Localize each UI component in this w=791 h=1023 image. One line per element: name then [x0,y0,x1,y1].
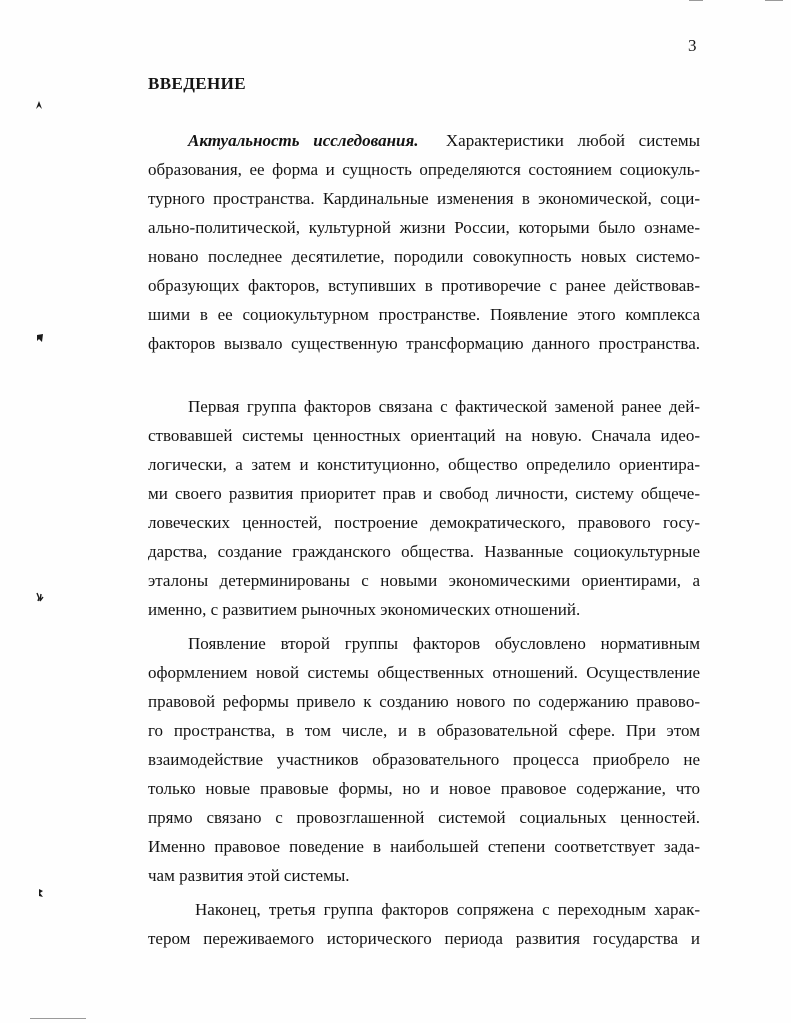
text-line: ально-политической, культурной жизни России, которыми было ознаме- [148,218,700,237]
text-line: эталоны детерминированы с новыми экономическими ориентирами, а [148,571,700,590]
text-line: ми своего развития приоритет прав и свобод личности, систему общече- [148,484,700,503]
text-line: ствовавшей системы ценностных ориентаций на новую. Сначала идео- [148,426,700,445]
text-line: именно, с развитием рыночных экономических отношений. [148,600,581,619]
section-heading: ВВЕДЕНИЕ [148,74,247,93]
text-line: го пространства, в том числе, и в образовательной сфере. При этом [148,721,700,740]
text-line: взаимодействие участников образовательного процесса приобрело не [148,750,700,769]
text-line: образования, ее форма и сущность определяются состоянием социокуль- [148,160,700,179]
text-line: правовой реформы привело к созданию нового по содержанию правово- [148,692,700,711]
text-line: только новые правовые формы, но и новое правовое содержание, что [148,779,700,798]
text-line: новано последнее десятилетие, породили совокупность новых системо- [148,247,700,266]
scan-mark-icon [37,888,45,898]
text-line: Первая группа факторов связана с фактической заменой ранее дей- [188,397,700,416]
text-line: турного пространства. Кардинальные изменения в экономической, соци- [148,189,700,208]
text-line: Появление второй группы факторов обусловлено нормативным [188,634,700,653]
lead-phrase: Актуальность исследования. [188,131,419,150]
text-line: дарства, создание гражданского общества. Названные социокультурные [148,542,700,561]
text-line: Именно правовое поведение в наибольшей степени соответствует зада- [148,837,700,856]
scan-artifact [765,0,783,1]
text-line: чам развития этой системы. [148,866,350,885]
text-line: образующих факторов, вступивших в противоречие с ранее действовав- [148,276,700,295]
text-line: тером переживаемого исторического периода развития государства и [148,929,700,948]
text-line: шими в ее социокультурном пространстве. Появление этого комплекса [148,305,700,324]
scan-mark-icon [36,592,44,602]
text-line: прямо связано с провозглашенной системой социальных ценностей. [148,808,700,827]
scan-artifact [689,0,703,1]
scan-artifact [30,1018,86,1019]
scan-mark-icon [35,100,43,110]
text-line: факторов вызвало существенную трансформацию данного пространства. [148,334,700,353]
scan-mark-icon [36,333,44,343]
text-line: Актуальность исследования. Характеристики любой системы [188,131,701,150]
page-number: 3 [688,36,697,55]
text-line: Наконец, третья группа факторов сопряжена с переходным харак- [195,900,700,919]
text-line: оформлением новой системы общественных отношений. Осуществление [148,663,700,682]
text-line: логически, а затем и конституционно, общество определило ориентира- [148,455,700,474]
text-line: ловеческих ценностей, построение демократического, правового госу- [148,513,700,532]
